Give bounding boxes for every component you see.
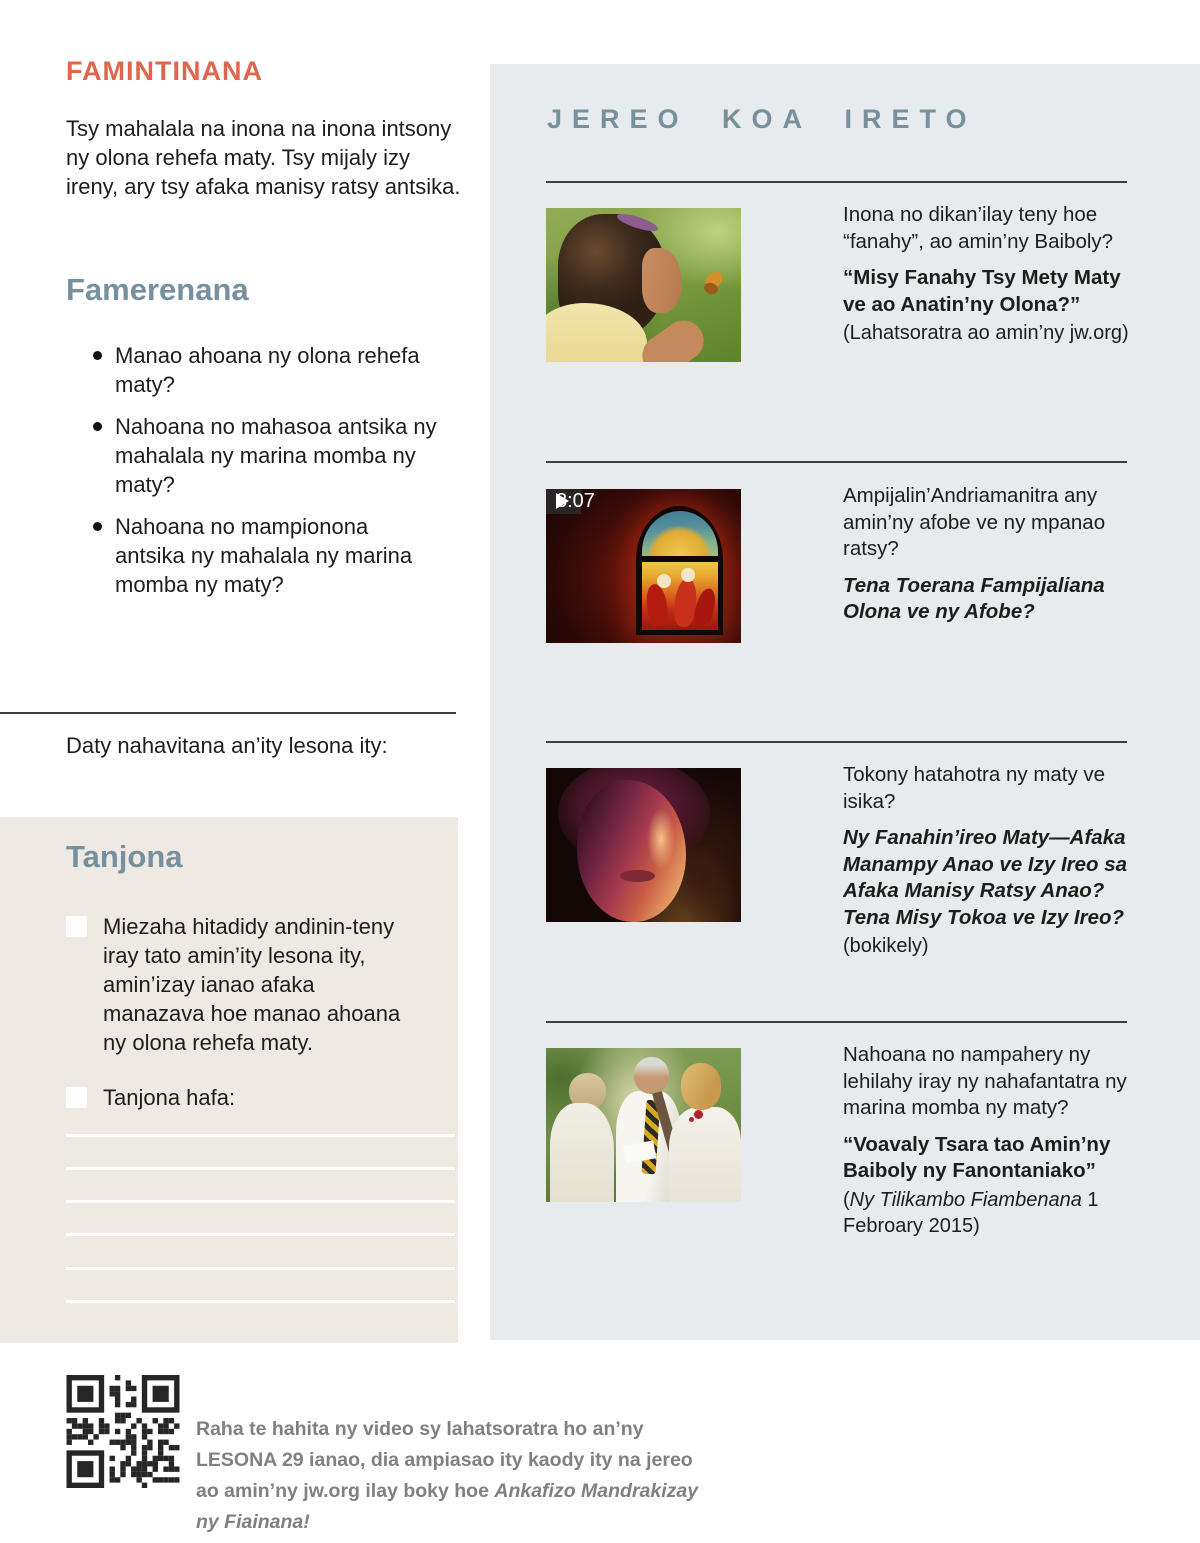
thumbnail-art <box>681 1063 722 1109</box>
divider <box>546 741 1127 743</box>
writing-line[interactable] <box>66 1233 455 1236</box>
thumbnail-art <box>620 870 655 882</box>
item-question: Inona no dikan’ilay teny hoe “fanahy”, ao amin’ny Baiboly? <box>843 203 1114 253</box>
item-title[interactable]: “Voavaly Tsara tao Amin’ny Baiboly ny Fanontaniako” <box>843 1132 1111 1182</box>
goal-checkbox[interactable] <box>66 1087 87 1108</box>
goal-text: Tanjona hafa: <box>103 1085 236 1110</box>
see-also-title: JEREO KOA IRETO <box>547 104 977 134</box>
media-thumbnail-video[interactable] <box>546 489 741 643</box>
thumbnail-art <box>642 248 683 313</box>
goal-item <box>66 1083 418 1112</box>
bullet-icon <box>93 351 102 360</box>
divider <box>546 181 1127 183</box>
play-badge <box>546 489 595 514</box>
thumbnail-art <box>647 808 674 870</box>
media-thumbnail-magazine[interactable] <box>546 1048 741 1202</box>
item-source: (bokikely) <box>843 935 929 957</box>
goal-checkbox[interactable] <box>66 916 87 937</box>
item-question: Ampijalin’Andriamanitra any amin’ny afobe ve ny mpanao ratsy? <box>843 484 1106 560</box>
thumbnail-art <box>657 574 671 588</box>
thumbnail-art <box>649 526 709 560</box>
review-list <box>66 341 438 612</box>
goal-text: Miezaha hitadidy andinin-teny iray tato amin’ity lesona ity, amin’izay ianao afaka manazava hoe manao ahoana ny olona rehefa maty. <box>103 914 401 1055</box>
see-also-panel <box>490 64 1200 1340</box>
review-bullet: Manao ahoana ny olona rehefa maty? <box>66 341 438 399</box>
goals-title: Tanjona <box>66 839 183 874</box>
thumbnail-art <box>634 1057 669 1094</box>
goal-item <box>66 912 418 1057</box>
media-thumbnail-brochure[interactable] <box>546 768 741 922</box>
footer-note: Raha te hahita ny video sy lahatsoratra ho an’ny LESONA 29 ianao, dia ampiasao ity kaody ity na jereo ao amin’ny jw.org ilay boky hoe Ankafizo Mandrakizay ny Fiainana! <box>196 1418 699 1533</box>
goals-box <box>0 817 458 1343</box>
review-title: Famerenana <box>66 272 249 307</box>
divider <box>0 712 456 714</box>
writing-line[interactable] <box>66 1267 455 1270</box>
media-thumbnail-article[interactable] <box>546 208 741 362</box>
item-title[interactable]: Tena Toerana Fampijaliana Olona ve ny Afobe? <box>843 573 1105 623</box>
summary-text: Tsy mahalala na inona na inona intsony ny olona rehefa maty. Tsy mijaly izy ireny, ary tsy afaka manisy ratsy antsika. <box>66 116 461 199</box>
item-source: (Ny Tilikambo Fiambenana 1 Febroary 2015) <box>843 1188 1099 1237</box>
item-title[interactable]: Ny Fanahin’ireo Maty—Afaka Manampy Anao ve Izy Ireo sa Afaka Manisy Ratsy Anao? Tena Misy Tokoa ve Izy Ireo? <box>843 826 1128 929</box>
media-item-text <box>843 202 1129 347</box>
necklace-art <box>694 1110 703 1119</box>
writing-line[interactable] <box>66 1134 455 1137</box>
writing-line[interactable] <box>66 1200 455 1203</box>
item-question: Tokony hatahotra ny maty ve isika? <box>843 763 1106 813</box>
completion-date-label: Daty nahavitana an’ity lesona ity: <box>66 733 388 758</box>
review-bullet: Nahoana no mampionona antsika ny mahalala ny marina momba ny maty? <box>66 512 438 599</box>
review-bullet: Nahoana no mahasoa antsika ny mahalala ny marina momba ny maty? <box>66 412 438 499</box>
media-item-text <box>843 483 1129 628</box>
media-item-text <box>843 762 1129 960</box>
writing-line[interactable] <box>66 1300 455 1303</box>
thumbnail-art <box>550 1103 614 1202</box>
item-title[interactable]: “Misy Fanahy Tsy Mety Maty ve ao Anatin’ny Olona?” <box>843 266 1121 316</box>
writing-line[interactable] <box>66 1167 455 1170</box>
item-question: Nahoana no nampahery ny lehilahy iray ny nahafantatra ny marina momba ny maty? <box>843 1043 1127 1119</box>
duration-label: 3:07 <box>556 489 595 512</box>
book-title: Ankafizo Mandrakizay ny Fiainana! <box>196 1480 699 1533</box>
divider <box>546 461 1127 463</box>
bullet-icon <box>93 422 102 431</box>
item-source: (Lahatsoratra ao amin’ny jw.org) <box>843 322 1129 344</box>
bullet-icon <box>93 522 102 531</box>
media-item-text <box>843 1042 1129 1240</box>
divider <box>546 1021 1127 1023</box>
thumbnail-art <box>669 1107 741 1202</box>
qr-code <box>66 1375 180 1488</box>
summary-title: FAMINTINANA <box>66 56 263 86</box>
